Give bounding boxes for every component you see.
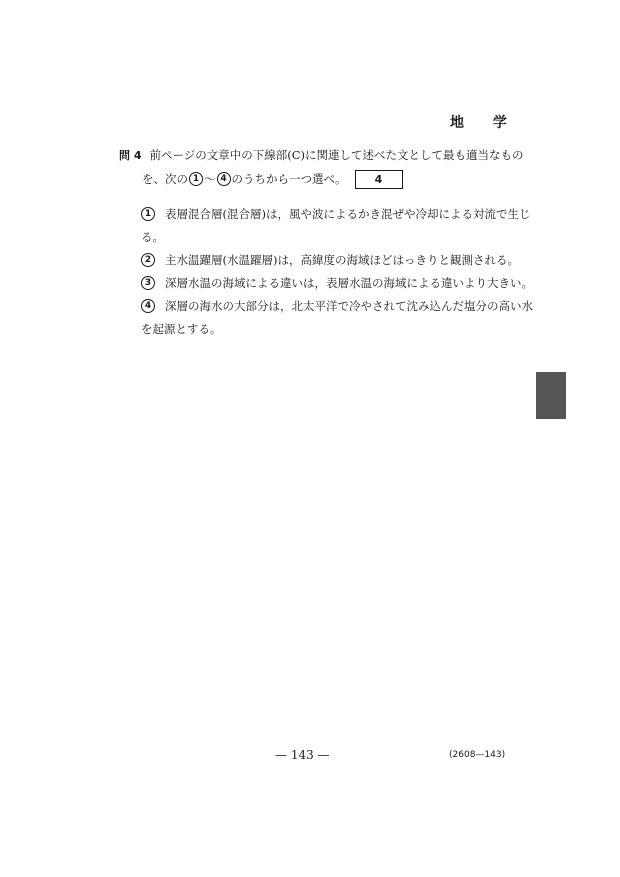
choice-text: を起源とする。 (141, 322, 222, 336)
choice-item (141, 249, 519, 272)
choice-marker: 2 (141, 253, 155, 267)
choice-list (141, 203, 533, 341)
choice-marker: 4 (141, 299, 155, 313)
choice-line (141, 295, 533, 318)
question-line-2 (119, 167, 509, 191)
answer-box: 4 (355, 170, 403, 189)
choice-text: 主水温躍層(水温躍層)は，高緯度の海域ほどはっきりと観測される。 (165, 253, 519, 267)
choice-text: る。 (141, 230, 164, 244)
range-separator: 〜 (204, 172, 216, 186)
question-text-2b: のうちから一つ選べ。 (231, 172, 347, 186)
choice-marker: 3 (141, 276, 155, 290)
choice-line (141, 226, 511, 249)
choice-text: 深層の海水の大部分は，北太平洋で冷やされて沈み込んだ塩分の高い水 (165, 299, 533, 313)
choice-item (141, 272, 533, 295)
choice-line (141, 249, 519, 272)
range-end-marker: 4 (217, 172, 231, 186)
choice-text: 深層水温の海域による違いは，表層水温の海域による違いより大きい。 (165, 276, 533, 290)
section-index-tab (536, 372, 566, 419)
question-line-1 (119, 143, 524, 167)
choice-text: 表層混合層(混合層)は，風や波によるかき混ぜや冷却による対流で生じ (165, 207, 531, 221)
choice-line (141, 318, 511, 341)
choice-item (141, 295, 533, 341)
choice-line (141, 203, 531, 226)
question-block (119, 143, 524, 191)
choice-item (141, 203, 531, 249)
range-start-marker: 1 (189, 172, 203, 186)
question-text-2a: を、次の (142, 172, 188, 186)
subject-heading: 地 学 (450, 115, 519, 131)
question-number: 問 4 (119, 149, 142, 162)
page-code: (2608—143) (449, 750, 506, 760)
page-number: — 143 — (275, 748, 330, 762)
choice-marker: 1 (141, 207, 155, 221)
question-text-1: 前ページの文章中の下線部(C)に関連して述べた文として最も適当なもの (149, 148, 524, 162)
choice-line (141, 272, 533, 295)
